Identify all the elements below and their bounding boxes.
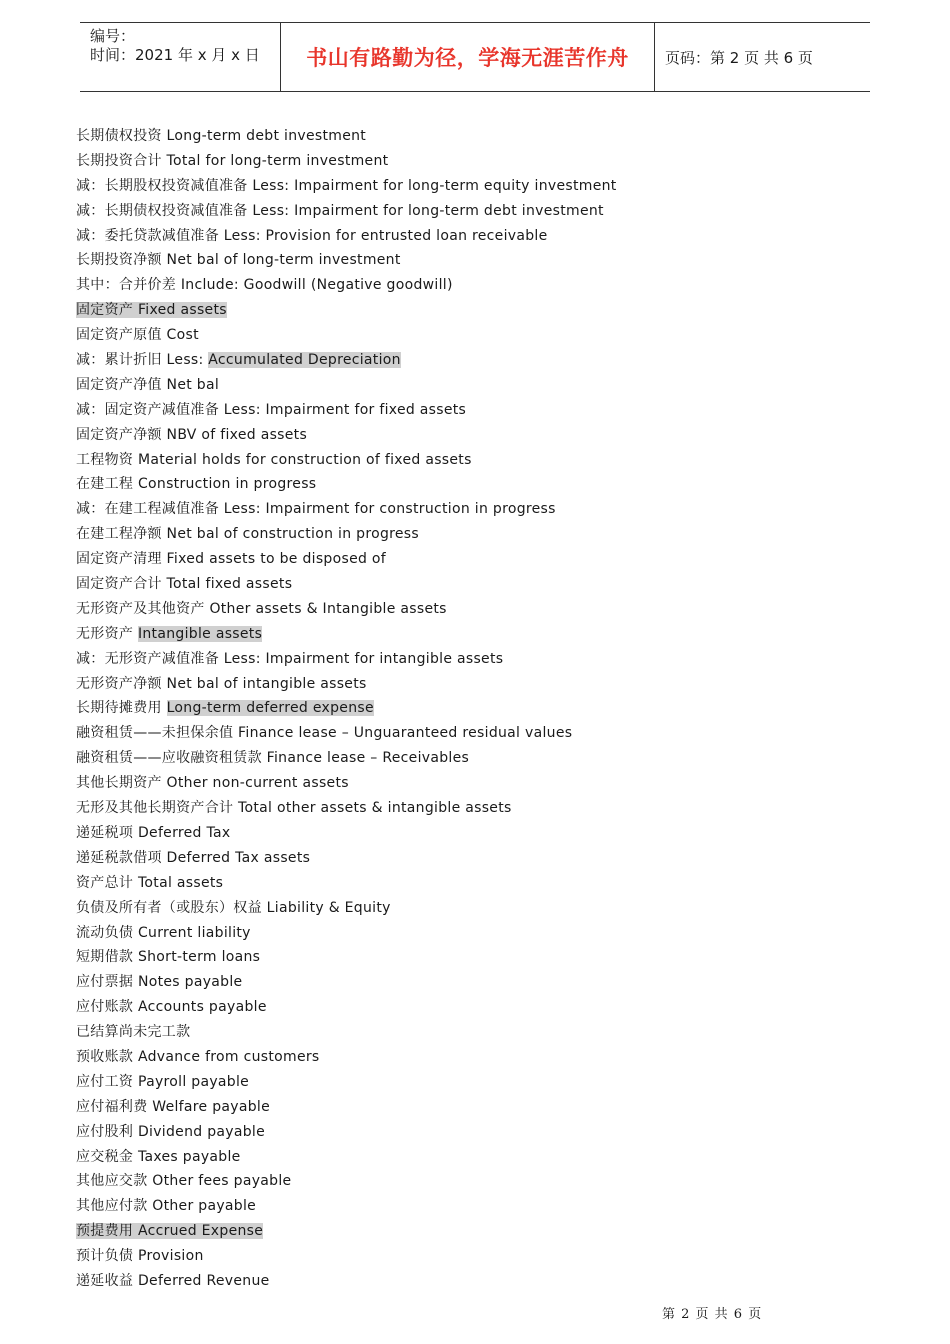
- line-text: 应付票据 Notes payable: [76, 974, 243, 991]
- highlighted-text: 固定资产 Fixed assets: [76, 302, 227, 319]
- term-line: [76, 273, 896, 298]
- term-line: [76, 224, 896, 249]
- header-meta: [80, 23, 281, 91]
- highlighted-text: Intangible assets: [137, 625, 263, 642]
- line-text: 工程物资 Material holds for construction of fixed assets: [76, 451, 472, 468]
- term-line: [76, 248, 896, 273]
- line-text: 应付福利费 Welfare payable: [76, 1098, 271, 1115]
- term-line: [76, 597, 896, 622]
- term-line: [76, 796, 896, 821]
- term-line: [76, 1045, 896, 1070]
- line-text: 减：长期股权投资减值准备 Less: Impairment for long-term equity investment: [76, 177, 617, 194]
- line-text: 减：委托贷款减值准备 Less: Provision for entrusted loan receivable: [76, 227, 548, 244]
- document-body: [76, 124, 896, 1294]
- line-text: 无形资产及其他资产 Other assets & Intangible assets: [76, 600, 447, 617]
- term-line: [76, 721, 896, 746]
- line-text: 在建工程净额 Net bal of construction in progress: [76, 526, 419, 543]
- line-text: 其中：合并价差 Include: Goodwill (Negative goodwill): [76, 277, 453, 294]
- term-line: [76, 1070, 896, 1095]
- term-line: [76, 149, 896, 174]
- line-text: 流动负债 Current liability: [76, 924, 251, 941]
- line-text: 其他长期资产 Other non-current assets: [76, 775, 349, 792]
- term-line: [76, 945, 896, 970]
- line-text: 在建工程 Construction in progress: [76, 476, 317, 493]
- highlighted-text: Long-term deferred expense: [166, 700, 374, 717]
- term-line: [76, 896, 896, 921]
- term-line: [76, 921, 896, 946]
- line-text: 减：累计折旧 Less:: [76, 352, 209, 369]
- term-line: [76, 970, 896, 995]
- term-line: [76, 622, 896, 647]
- line-text: 应付股利 Dividend payable: [76, 1123, 266, 1140]
- line-text: 递延收益 Deferred Revenue: [76, 1272, 270, 1289]
- term-line: [76, 348, 896, 373]
- number-label: 编号：: [90, 27, 136, 45]
- line-text: 长期待摊费用: [76, 700, 167, 717]
- term-line: [76, 746, 896, 771]
- term-line: [76, 522, 896, 547]
- line-text: 无形资产净额 Net bal of intangible assets: [76, 675, 367, 692]
- term-line: [76, 696, 896, 721]
- line-text: 融资租赁——应收融资租赁款 Finance lease – Receivables: [76, 750, 470, 767]
- highlighted-text: 预提费用 Accrued Expense: [76, 1223, 264, 1240]
- term-line: [76, 846, 896, 871]
- term-line: [76, 1120, 896, 1145]
- line-text: 预计负债 Provision: [76, 1248, 204, 1265]
- line-text: 固定资产合计 Total fixed assets: [76, 576, 293, 593]
- term-line: [76, 871, 896, 896]
- page-header: [80, 22, 870, 92]
- term-line: [76, 423, 896, 448]
- line-text: 已结算尚未完工款: [76, 1024, 191, 1041]
- line-text: 减：固定资产减值准备 Less: Impairment for fixed assets: [76, 401, 467, 418]
- line-text: 递延税款借项 Deferred Tax assets: [76, 849, 311, 866]
- term-line: [76, 1194, 896, 1219]
- term-line: [76, 298, 896, 323]
- term-line: [76, 323, 896, 348]
- line-text: 短期借款 Short-term loans: [76, 949, 261, 966]
- term-line: [76, 1219, 896, 1244]
- term-line: [76, 398, 896, 423]
- term-line: [76, 821, 896, 846]
- line-text: 长期投资合计 Total for long-term investment: [76, 152, 389, 169]
- line-text: 固定资产原值 Cost: [76, 327, 199, 344]
- term-line: [76, 472, 896, 497]
- line-text: 固定资产清理 Fixed assets to be disposed of: [76, 551, 387, 568]
- term-line: [76, 547, 896, 572]
- line-text: 减：长期债权投资减值准备 Less: Impairment for long-term debt investment: [76, 202, 604, 219]
- term-line: [76, 1244, 896, 1269]
- line-text: 预收账款 Advance from customers: [76, 1048, 320, 1065]
- line-text: 应付工资 Payroll payable: [76, 1073, 250, 1090]
- line-text: 融资租赁——未担保余值 Finance lease – Unguaranteed residual values: [76, 725, 573, 742]
- term-line: [76, 672, 896, 697]
- term-line: [76, 373, 896, 398]
- term-line: [76, 1269, 896, 1294]
- line-text: 固定资产净值 Net bal: [76, 376, 220, 393]
- line-text: 其他应付款 Other payable: [76, 1198, 257, 1215]
- header-page-info: 页码：第 2 页 共 6 页: [665, 48, 813, 67]
- term-line: [76, 1169, 896, 1194]
- term-line: [76, 497, 896, 522]
- highlighted-text: Accumulated Depreciation: [208, 352, 401, 369]
- line-text: 减：无形资产减值准备 Less: Impairment for intangible assets: [76, 650, 504, 667]
- line-text: 递延税项 Deferred Tax: [76, 824, 231, 841]
- page-footer: 第 2 页 共 6 页: [662, 1307, 763, 1322]
- line-text: 资产总计 Total assets: [76, 874, 224, 891]
- header-motto: 书山有路勤为径，学海无涯苦作舟: [281, 23, 655, 91]
- time-label: 时间：2021 年 x 月 x 日: [90, 46, 260, 64]
- line-text: 无形及其他长期资产合计 Total other assets & intangible assets: [76, 800, 512, 817]
- line-text: 长期投资净额 Net bal of long-term investment: [76, 252, 401, 269]
- line-text: 减：在建工程减值准备 Less: Impairment for construction in progress: [76, 501, 556, 518]
- term-line: [76, 174, 896, 199]
- line-text: 无形资产: [76, 625, 138, 642]
- term-line: [76, 1095, 896, 1120]
- term-line: [76, 124, 896, 149]
- term-line: [76, 1020, 896, 1045]
- term-line: [76, 647, 896, 672]
- line-text: 应交税金 Taxes payable: [76, 1148, 241, 1165]
- term-line: [76, 995, 896, 1020]
- term-line: [76, 771, 896, 796]
- line-text: 应付账款 Accounts payable: [76, 999, 267, 1016]
- line-text: 长期债权投资 Long-term debt investment: [76, 128, 367, 144]
- term-line: [76, 572, 896, 597]
- term-line: [76, 448, 896, 473]
- line-text: 其他应交款 Other fees payable: [76, 1173, 292, 1190]
- line-text: 负债及所有者（或股东）权益 Liability & Equity: [76, 899, 391, 916]
- term-line: [76, 199, 896, 224]
- line-text: 固定资产净额 NBV of fixed assets: [76, 426, 308, 443]
- term-line: [76, 1145, 896, 1170]
